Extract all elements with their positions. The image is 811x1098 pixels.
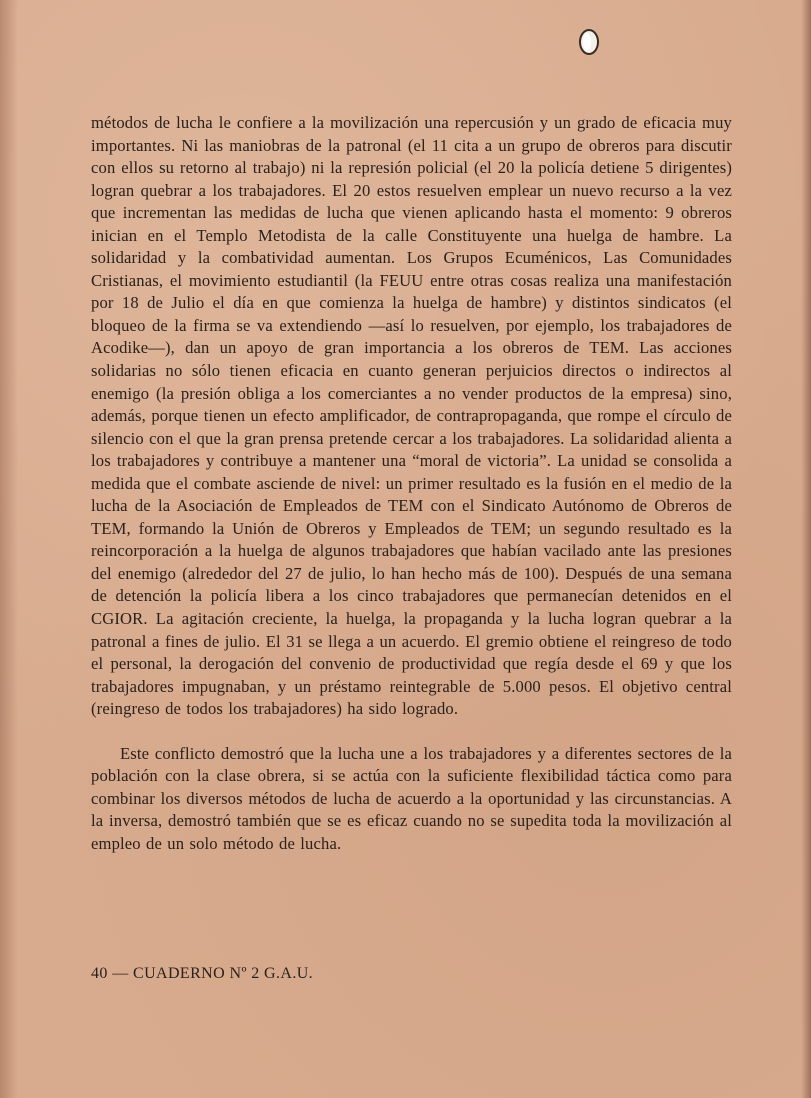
page-edge-shadow-right <box>801 0 811 1098</box>
body-text <box>91 112 732 856</box>
punch-hole-mark <box>576 27 602 57</box>
paragraph-1: métodos de lucha le confiere a la movilización una repercusión y un grado de eficacia muy importantes. Ni las maniobras de la patronal (el 11 cita a un grupo de obreros para discutir con ellos su retorno al trabajo) ni la represión policial (el 20 la policía detiene 5 dirigentes) logran quebrar a los trabajadores. El 20 estos resuelven emplear un nuevo recurso a la vez que incrementan las medidas de lucha que vienen aplicando hasta el momento: 9 obreros inician en el Templo Metodista de la calle Constituyente una huelga de hambre. La solidaridad y la combatividad aumentan. Los Grupos Ecuménicos, Las Comunidades Cristianas, el movimiento estudiantil (la FEUU entre otras cosas realiza una manifestación por 18 de Julio el día en que comienza la huelga de hambre) y distintos sindicatos (el bloqueo de la firma se va extendiendo —así lo resuelven, por ejemplo, los trabajadores de Acodike—), dan un apoyo de gran importancia a los obreros de TEM. Las acciones solidarias no sólo tienen eficacia en cuanto generan perjuicios directos o indirectos al enemigo (la presión obliga a los comerciantes a no vender productos de la empresa) sino, además, porque tienen un efecto amplificador, de contrapropaganda, que rompe el círculo de silencio con el que la gran prensa pretende cercar a los trabajadores. La solidaridad alienta a los trabajadores y contribuye a mantener una “moral de victoria”. La unidad se consolida a medida que el combate asciende de nivel: un primer resultado es la fusión en el medio de la lucha de la Asociación de Empleados de TEM con el Sindicato Autónomo de Obreros de TEM, formando la Unión de Obreros y Empleados de TEM; un segundo resultado es la reincorporación a la huelga de algunos trabajadores que habían vacilado ante las presiones del enemigo (alrededor del 27 de julio, lo han hecho más de 100). Después de una semana de detención la policía libera a los cinco trabajadores que permanecían detenidos en el CGIOR. La agitación creciente, la huelga, la propaganda y la lucha logran quebrar a la patronal a fines de julio. El 31 se llega a un acuerdo. El gremio obtiene el reingreso de todo el personal, la derogación del convenio de productividad que regía desde el 69 y que los trabajadores impugnaban, y un préstamo reintegrable de 5.000 pesos. El objetivo central (reingreso de todos los trabajadores) ha sido logrado. <box>91 113 732 719</box>
page-edge-shadow-left <box>0 0 18 1098</box>
page-footer: 40 — CUADERNO Nº 2 G.A.U. <box>91 965 314 982</box>
paragraph-2: Este conflicto demostró que la lucha une a los trabajadores y a diferentes sectores de la población con la clase obrera, si se actúa con la suficiente flexibilidad táctica como para combinar los diversos métodos de lucha de acuerdo a la oportunidad y las circunstancias. A la inversa, demostró también que se es eficaz cuando no se supedita toda la movilización al empleo de un solo método de lucha. <box>91 743 732 853</box>
